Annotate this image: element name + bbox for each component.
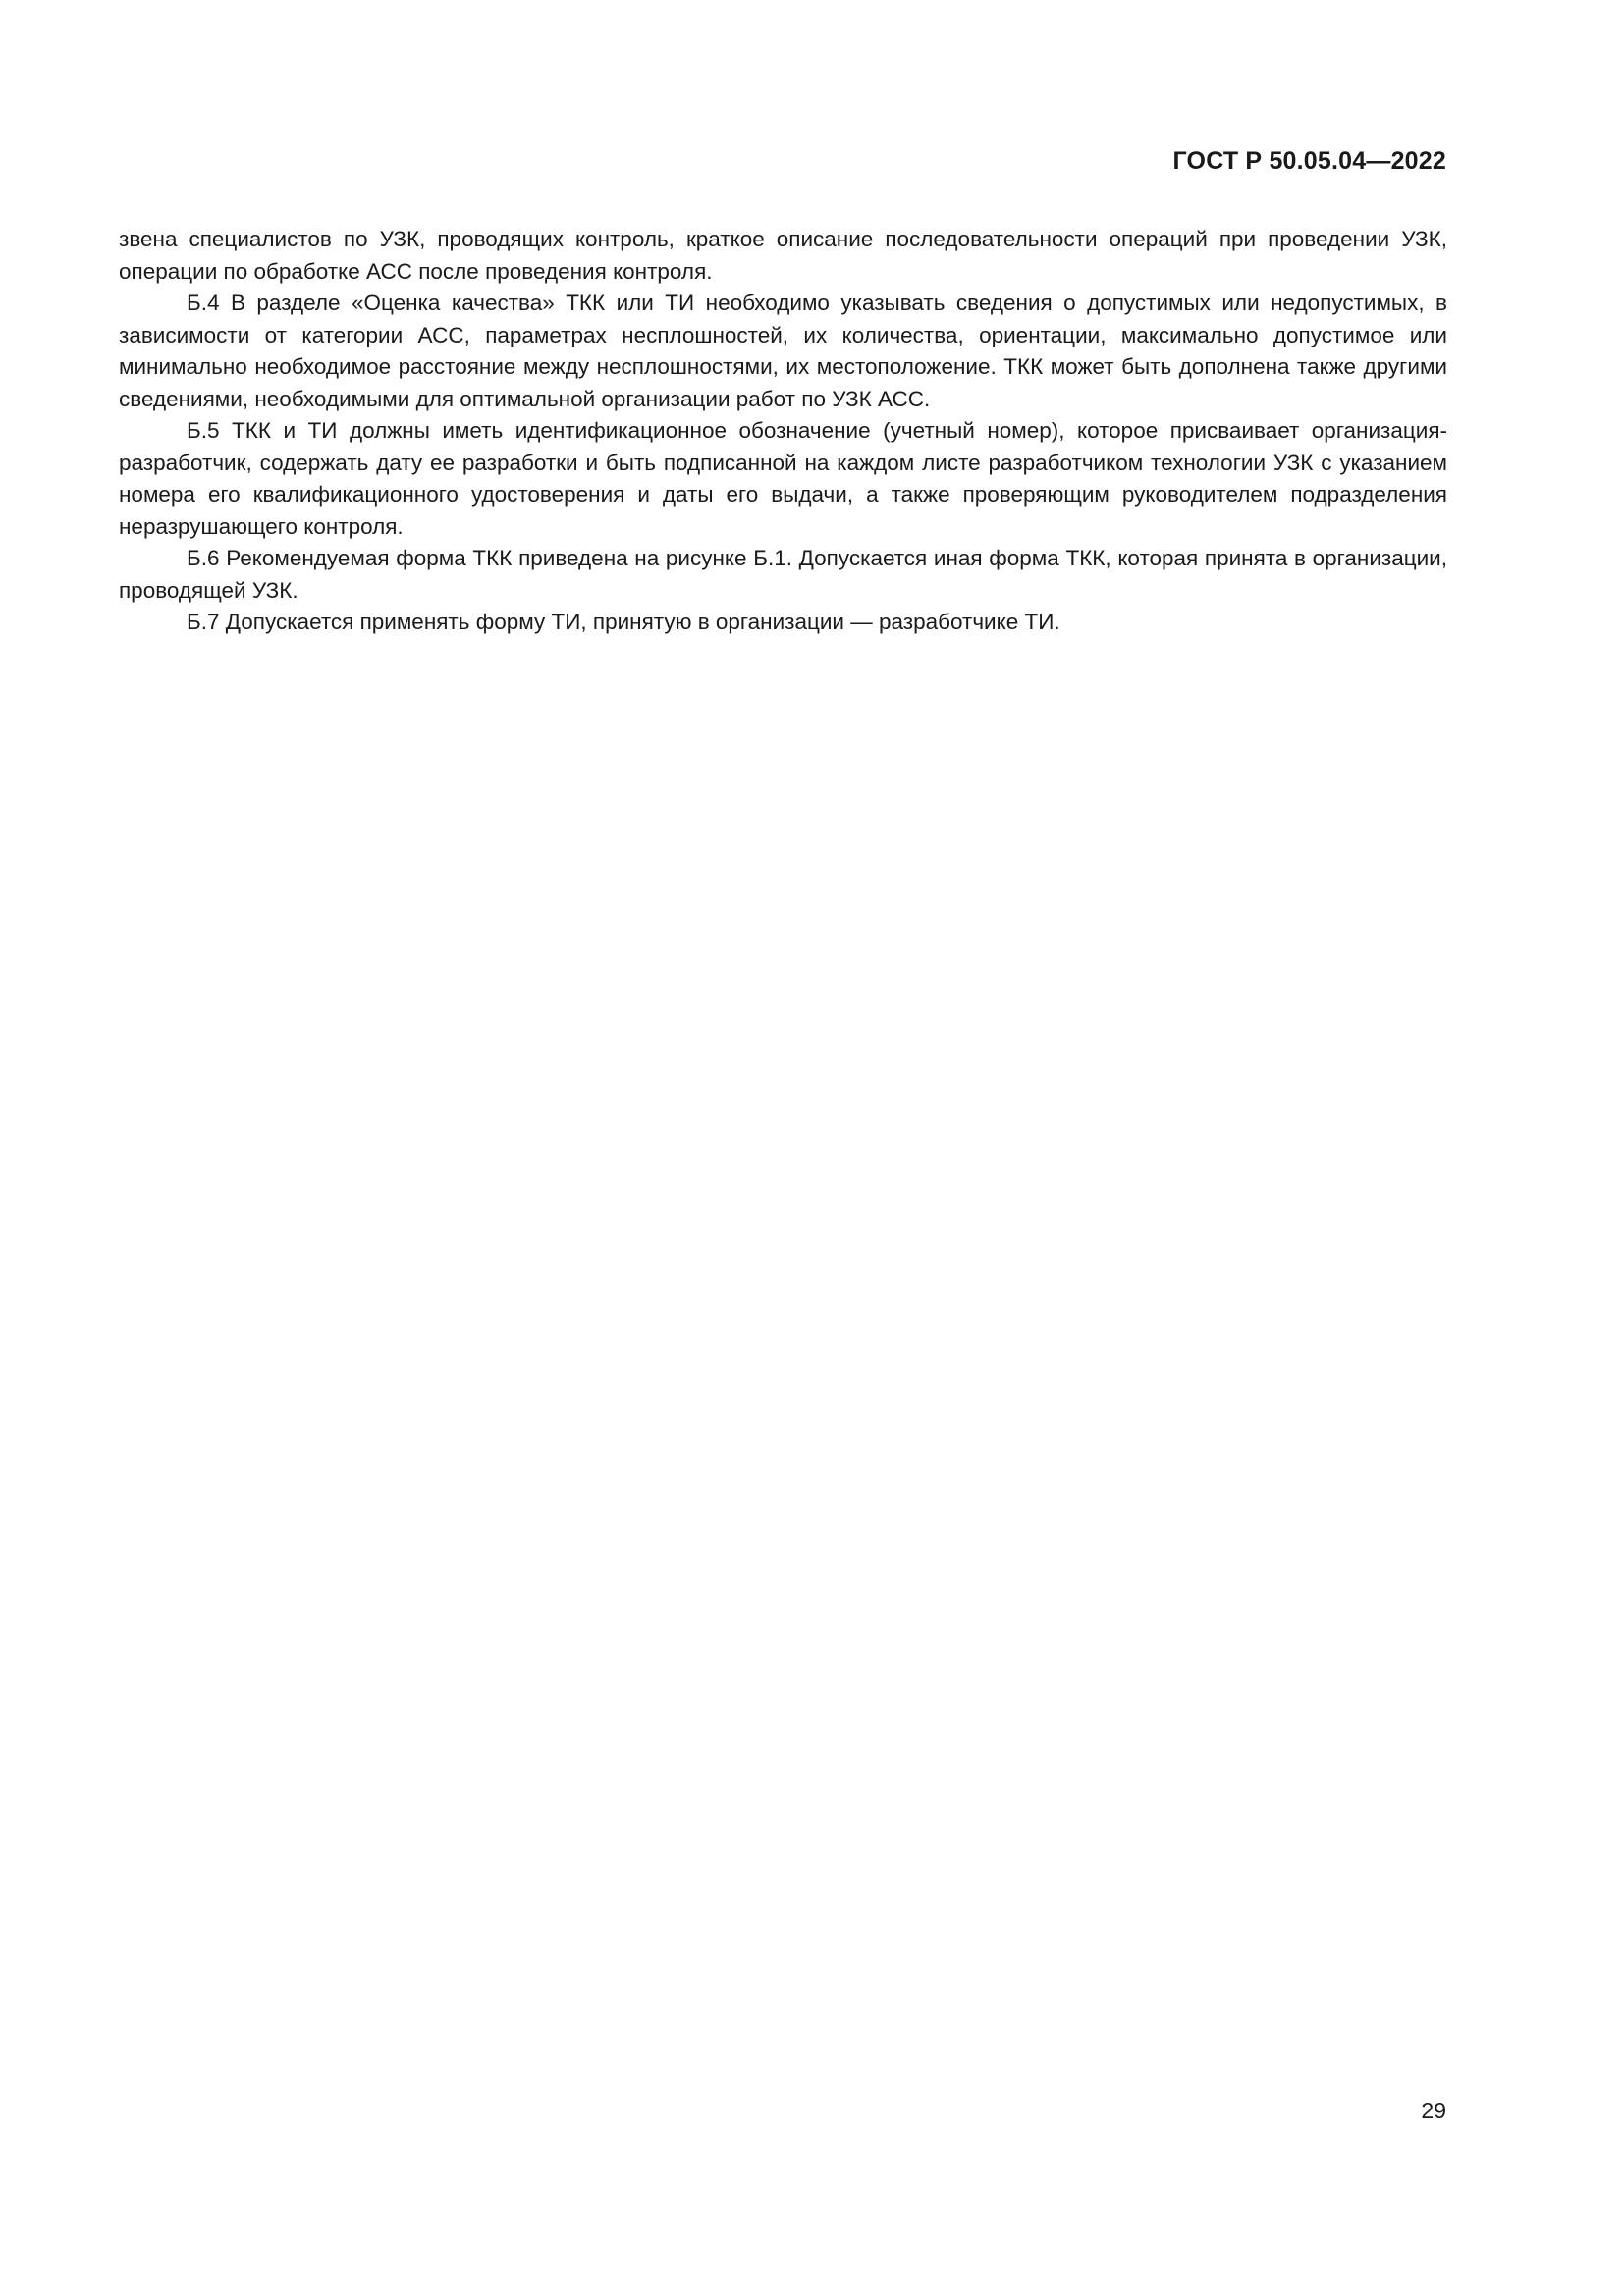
page-number: 29: [1421, 2098, 1446, 2123]
body-text: [119, 224, 1447, 639]
paragraph-b7: Б.7 Допускается применять форму ТИ, принятую в организации — разработчике ТИ.: [187, 610, 1060, 634]
paragraph-b6: Б.6 Рекомендуемая форма ТКК приведена на рисунке Б.1. Допускается иная форма ТКК, которая принята в организации, проводящей УЗК.: [119, 546, 1447, 603]
paragraph-b4: Б.4 В разделе «Оценка качества» ТКК или ТИ необходимо указывать сведения о допустимых или недопустимых, в зависимости от категории АСС, параметрах несплошностей, их количества, ориентации, максимально допустимое или минимально необходимое расстояние между несплошностями, их местоположение. ТКК может быть дополнена также другими сведениями, необходимыми для оптимальной организации работ по УЗК АСС.: [119, 291, 1447, 411]
paragraph-b5: Б.5 ТКК и ТИ должны иметь идентификационное обозначение (учетный номер), которое присваивает организация-разработчик, содержать дату ее разработки и быть подписанной на каждом листе разработчиком технологии УЗК с указанием номера его квалификационного удостоверения и даты его выдачи, а также проверяющим руководителем подразделения неразрушающего контроля.: [119, 418, 1447, 539]
paragraph-continuation: звена специалистов по УЗК, проводящих контроль, краткое описание последовательности операций при проведении УЗК, операции по обработке АСС после проведения контроля.: [119, 227, 1447, 284]
document-code: ГОСТ Р 50.05.04—2022: [1172, 147, 1446, 175]
